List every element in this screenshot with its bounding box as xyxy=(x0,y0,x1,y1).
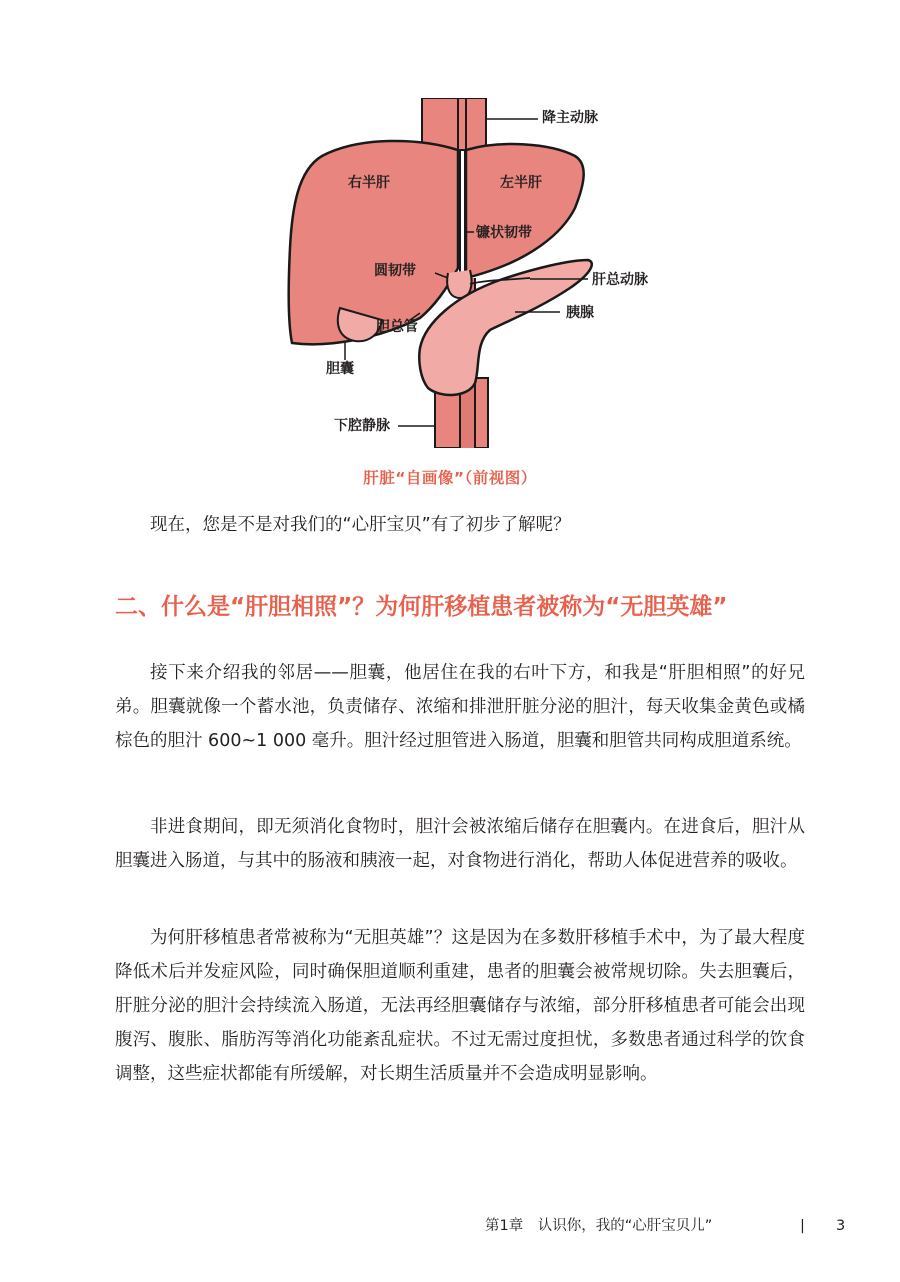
label-inferior-vena-cava: 下腔静脉 xyxy=(334,418,390,434)
label-left-lobe: 左半肝 xyxy=(500,175,542,191)
figure-caption: 肝脏“自画像”（前视图） xyxy=(363,469,537,487)
label-falciform-ligament: 镰状韧带 xyxy=(476,225,532,241)
paragraph-digestion: 非进食期间，即无须消化食物时，胆汁会被浓缩后储存在胆囊内。在进食后，胆汁从胆囊进入肠道，与其中的肠液和胰液一起，对食物进行消化，帮助人体促进营养的吸收。 xyxy=(115,817,805,871)
right-lobe-shape xyxy=(289,141,458,344)
page-number: 3 xyxy=(836,1218,846,1234)
label-gallbladder: 胆囊 xyxy=(326,361,354,377)
label-round-ligament: 圆韧带 xyxy=(374,263,416,279)
label-hepatic-artery: 肝总动脉 xyxy=(592,272,648,288)
footer-separator: | xyxy=(800,1218,805,1234)
paragraph-transplant: 为何肝移植患者常被称为“无胆英雄”？这是因为在多数肝移植手术中，为了最大程度降低术后并发症风险，同时确保胆道顺利重建，患者的胆囊会被常规切除。失去胆囊后，肝脏分泌的胆汁会持续流入肠道，无法再经胆囊储存与浓缩，部分肝移植患者可能会出现腹泻、腹胀、脂肪泻等消化功能紊乱症状。不过无需过度担忧，多数患者通过科学的饮食调整，这些症状都能有所缓解，对长期生活质量并不会造成明显影响。 xyxy=(115,928,805,1084)
paragraph-gallbladder: 接下来介绍我的邻居——胆囊，他居住在我的右叶下方，和我是“肝胆相照”的好兄弟。胆囊就像一个蓄水池，负责储存、浓缩和排泄肝脏分泌的胆汁，每天收集金黄色或橘棕色的胆汁 600~1 000 毫升。胆汁经过胆管进入肠道，胆囊和胆管共同构成胆道系统。 xyxy=(115,663,805,751)
section-heading: 二、什么是“肝胆相照”？为何肝移植患者被称为“无胆英雄” xyxy=(115,594,728,620)
label-bile-duct: 胆总管 xyxy=(376,319,418,335)
left-lobe-shape xyxy=(466,144,584,278)
label-aorta: 降主动脉 xyxy=(542,110,598,126)
liver-anatomy-figure xyxy=(270,98,670,448)
aorta-shape xyxy=(422,98,486,150)
intro-paragraph: 现在，您是不是对我们的“心肝宝贝”有了初步了解呢？ xyxy=(150,515,571,535)
footer-chapter: 第1章 认识你，我的“心肝宝贝儿” xyxy=(485,1218,713,1234)
label-right-lobe: 右半肝 xyxy=(348,175,390,191)
label-pancreas: 胰腺 xyxy=(566,305,594,321)
